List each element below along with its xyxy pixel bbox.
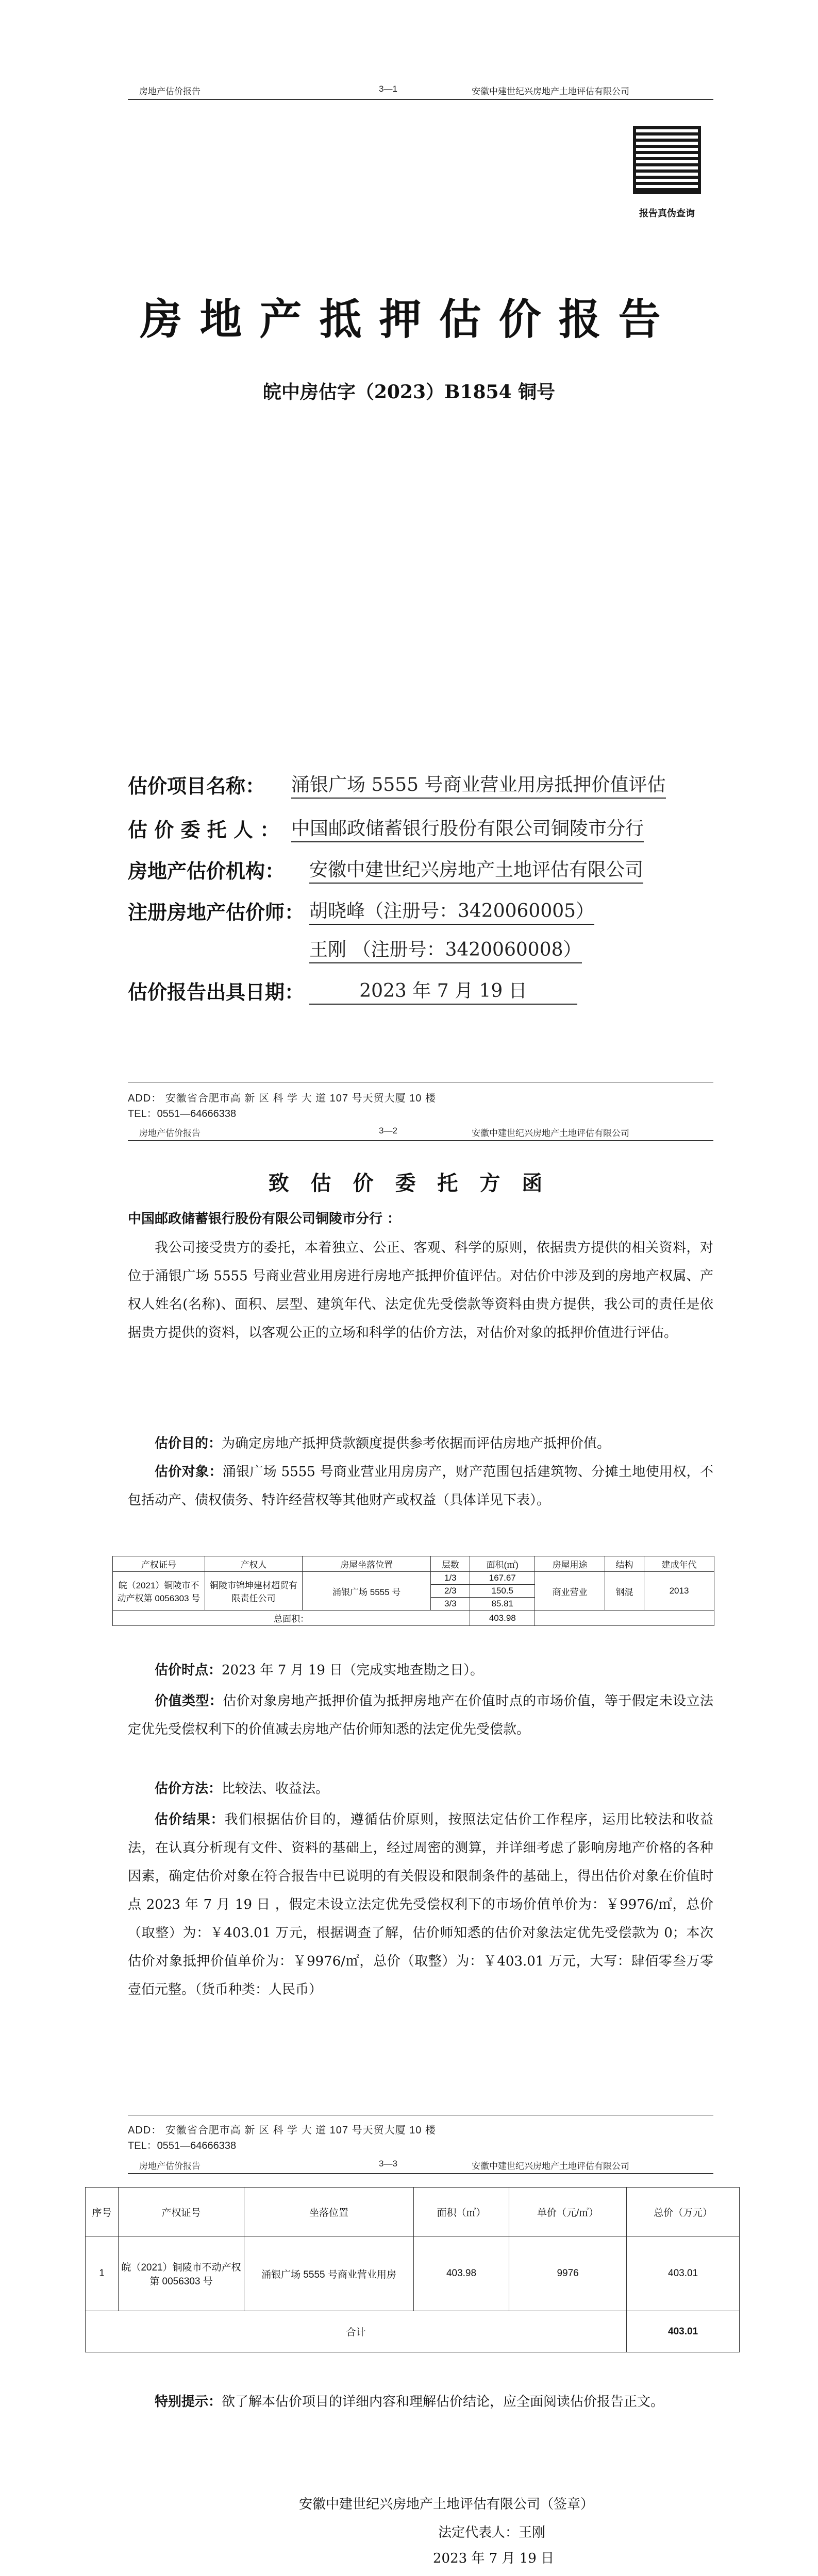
field-value-project: 涌银广场 5555 号商业营业用房抵押价值评估 bbox=[291, 770, 666, 799]
purpose-paragraph bbox=[128, 1430, 713, 1458]
th-cert: 产权证号 bbox=[113, 1556, 205, 1572]
field-value-appraiser-2: 王刚 （注册号：3420060008） bbox=[309, 935, 582, 963]
th-year: 建成年代 bbox=[644, 1556, 714, 1572]
field-value-agency: 安徽中建世纪兴房地产土地评估有限公司 bbox=[309, 855, 643, 884]
type-label: 价值类型： bbox=[155, 1693, 223, 1709]
method-paragraph bbox=[128, 1775, 713, 1803]
th-structure: 结构 bbox=[605, 1556, 644, 1572]
date-label: 估价时点： bbox=[155, 1663, 222, 1678]
header-left: 房地产估价报告 bbox=[139, 1128, 201, 1138]
cell-location: 涌银广场 5555 号商业营业用房 bbox=[244, 2236, 414, 2311]
footer-address: ADD： 安徽省合肥市高 新 区 科 学 大 道 107 号天贸大厦 10 楼 bbox=[128, 2125, 436, 2136]
cell-floor: 2/3 bbox=[431, 1585, 470, 1598]
th-area: 面积（㎡） bbox=[414, 2188, 509, 2236]
th-area: 面积(㎡) bbox=[470, 1556, 535, 1572]
header-right: 安徽中建世纪兴房地产土地评估有限公司 bbox=[472, 87, 629, 96]
field-value-client: 中国邮政储蓄银行股份有限公司铜陵市分行 bbox=[291, 814, 644, 842]
sign-date: 2023 年 7 月 19 日 bbox=[433, 2551, 555, 2566]
total-area-label: 总面积： bbox=[113, 1611, 470, 1626]
table-row bbox=[86, 2236, 740, 2311]
method-label: 估价方法： bbox=[155, 1781, 222, 1797]
legal-rep: 法定代表人：王刚 bbox=[438, 2525, 546, 2540]
header-left: 房地产估价报告 bbox=[139, 87, 201, 96]
cell-area: 403.98 bbox=[414, 2236, 509, 2311]
table-header-row bbox=[86, 2188, 740, 2236]
table-header-row bbox=[113, 1556, 714, 1572]
cell-no: 1 bbox=[86, 2236, 119, 2311]
field-label-agency: 房地产估价机构： bbox=[128, 859, 285, 883]
cell-cert: 皖（2021）铜陵市不动产权第 0056303 号 bbox=[119, 2236, 244, 2311]
header-center: 3—3 bbox=[379, 2159, 397, 2168]
header-rule bbox=[128, 1140, 713, 1141]
field-label-date: 估价报告出具日期： bbox=[128, 980, 305, 1004]
date-paragraph bbox=[128, 1656, 713, 1685]
qr-code bbox=[633, 126, 701, 194]
cell-area: 167.67 bbox=[470, 1572, 535, 1585]
header-rule bbox=[128, 2173, 713, 2174]
header-center: 3—1 bbox=[379, 84, 397, 94]
cell-price: 9976 bbox=[509, 2236, 627, 2311]
th-no: 序号 bbox=[86, 2188, 119, 2236]
result-paragraph bbox=[128, 1806, 713, 2004]
footer-tel: TEL：0551—64666338 bbox=[128, 1108, 237, 1120]
report-number: 皖中房估字（2023）B1854 铜号 bbox=[262, 381, 556, 403]
cell-floor: 3/3 bbox=[431, 1598, 470, 1611]
tip-text: 欲了解本估价项目的详细内容和理解估价结论，应全面阅读估价报告正文。 bbox=[222, 2394, 664, 2410]
intro-paragraph: 我公司接受贵方的委托，本着独立、公正、客观、科学的原则，依据贵方提供的相关资料，对位于涌银广场 5555 号商业营业用房进行房地产抵押价值评估。对估价中涉及到的房地产权属、产权人姓名(名称)、面积、层型、建筑年代、法定优先受偿款等资料由贵方提供，我公司的责任是依据贵方提供的资料，以客观公正的立场和科学的估价方法，对估价对象的抵押价值进行评估。 bbox=[128, 1240, 713, 1341]
purpose-text: 为确定房地产抵押贷款额度提供参考依据而评估房地产抵押价值。 bbox=[222, 1436, 611, 1451]
th-cert: 产权证号 bbox=[119, 2188, 244, 2236]
th-location: 房屋坐落位置 bbox=[303, 1556, 431, 1572]
addressee: 中国邮政储蓄银行股份有限公司铜陵市分行 ： bbox=[128, 1211, 401, 1227]
property-table bbox=[112, 1556, 714, 1626]
date-text: 2023 年 7 月 19 日（完成实地查勘之日）。 bbox=[222, 1663, 484, 1678]
object-paragraph bbox=[128, 1458, 713, 1515]
th-owner: 产权人 bbox=[205, 1556, 303, 1572]
cell-structure: 钢混 bbox=[605, 1572, 644, 1611]
th-use: 房屋用途 bbox=[535, 1556, 605, 1572]
header-center: 3—2 bbox=[379, 1126, 397, 1136]
total-label: 合计 bbox=[86, 2311, 627, 2352]
method-text: 比较法、收益法。 bbox=[222, 1781, 329, 1797]
field-value-date: 2023 年 7 月 19 日 bbox=[309, 976, 577, 1005]
tip-paragraph bbox=[128, 2388, 713, 2416]
cell-floor: 1/3 bbox=[431, 1572, 470, 1585]
tip-label: 特别提示： bbox=[155, 2394, 222, 2410]
result-label: 估价结果： bbox=[155, 1812, 225, 1827]
th-location: 坐落位置 bbox=[244, 2188, 414, 2236]
header-left: 房地产估价报告 bbox=[139, 2161, 201, 2171]
purpose-label: 估价目的： bbox=[155, 1436, 222, 1451]
th-price: 单价（元/㎡） bbox=[509, 2188, 627, 2236]
header-right: 安徽中建世纪兴房地产土地评估有限公司 bbox=[472, 1128, 629, 1138]
cover-title: 房地产抵押估价报告 bbox=[140, 295, 678, 344]
cell-use: 商业营业 bbox=[535, 1572, 605, 1611]
type-paragraph bbox=[128, 1687, 713, 1744]
cell-year: 2013 bbox=[644, 1572, 714, 1611]
table-row bbox=[113, 1572, 714, 1585]
field-label-client: 估 价 委 托 人 ： bbox=[128, 818, 280, 841]
cell-total: 403.01 bbox=[627, 2236, 740, 2311]
field-label-appraiser: 注册房地产估价师： bbox=[128, 901, 305, 924]
footer-tel: TEL：0551—64666338 bbox=[128, 2140, 237, 2151]
cell-location: 涌银广场 5555 号 bbox=[303, 1572, 431, 1611]
th-total: 总价（万元） bbox=[627, 2188, 740, 2236]
cell-area: 85.81 bbox=[470, 1598, 535, 1611]
cell-owner: 铜陵市锦坤建材超贸有限责任公司 bbox=[205, 1572, 303, 1611]
result-text: 我们根据估价目的，遵循估价原则，按照法定估价工作程序，运用比较法和收益法，在认真分析现有文件、资料的基础上，经过周密的测算，并详细考虑了影响房地产价格的各种因素，确定估价对象在符合报告中已说明的有关假设和限制条件的基础上，得出估价对象在价值时点 2023 年 7 月 19 日 ，假定未设立法定优先受偿权利下的市场价值单价为：￥9976/㎡，总价（取整）为：￥403.01 万元，根据调查了解，估价师知悉的估价对象法定优先受偿款为 0；本次估价对象抵押价值单价为：￥9976/㎡，总价（取整）为：￥403.01 万元，大写：肆佰零叁万零壹佰元整。（货币种类：人民币） bbox=[128, 1812, 713, 1997]
letter-title: 致 估 价 委 托 方 函 bbox=[268, 1171, 550, 1195]
summary-table bbox=[85, 2187, 740, 2352]
footer-address: ADD： 安徽省合肥市高 新 区 科 学 大 道 107 号天贸大厦 10 楼 bbox=[128, 1093, 436, 1104]
object-label: 估价对象： bbox=[155, 1464, 223, 1480]
table-total-row bbox=[113, 1611, 714, 1626]
signer: 安徽中建世纪兴房地产土地评估有限公司（签章） bbox=[299, 2497, 594, 2512]
field-value-appraiser-1: 胡晓峰（注册号：3420060005） bbox=[309, 896, 594, 925]
cell-cert: 皖（2021）铜陵市不动产权第 0056303 号 bbox=[113, 1572, 205, 1611]
total-value: 403.01 bbox=[627, 2311, 740, 2352]
th-floors: 层数 bbox=[431, 1556, 470, 1572]
object-text: 涌银广场 5555 号商业营业用房房产，财产范围包括建筑物、分摊土地使用权，不包括动产、债权债务、特许经营权等其他财产或权益（具体详见下表）。 bbox=[128, 1464, 713, 1508]
cell-area: 150.5 bbox=[470, 1585, 535, 1598]
empty-cell bbox=[535, 1611, 714, 1626]
header-right: 安徽中建世纪兴房地产土地评估有限公司 bbox=[472, 2161, 629, 2171]
table-total-row bbox=[86, 2311, 740, 2352]
header-rule bbox=[128, 99, 713, 100]
type-text: 估价对象房地产抵押价值为抵押房地产在价值时点的市场价值，等于假定未设立法定优先受偿权利下的价值减去房地产估价师知悉的法定优先受偿款。 bbox=[128, 1693, 713, 1737]
qr-caption: 报告真伪查询 bbox=[639, 208, 695, 218]
field-label-project: 估价项目名称： bbox=[128, 774, 265, 798]
total-area-value: 403.98 bbox=[470, 1611, 535, 1626]
